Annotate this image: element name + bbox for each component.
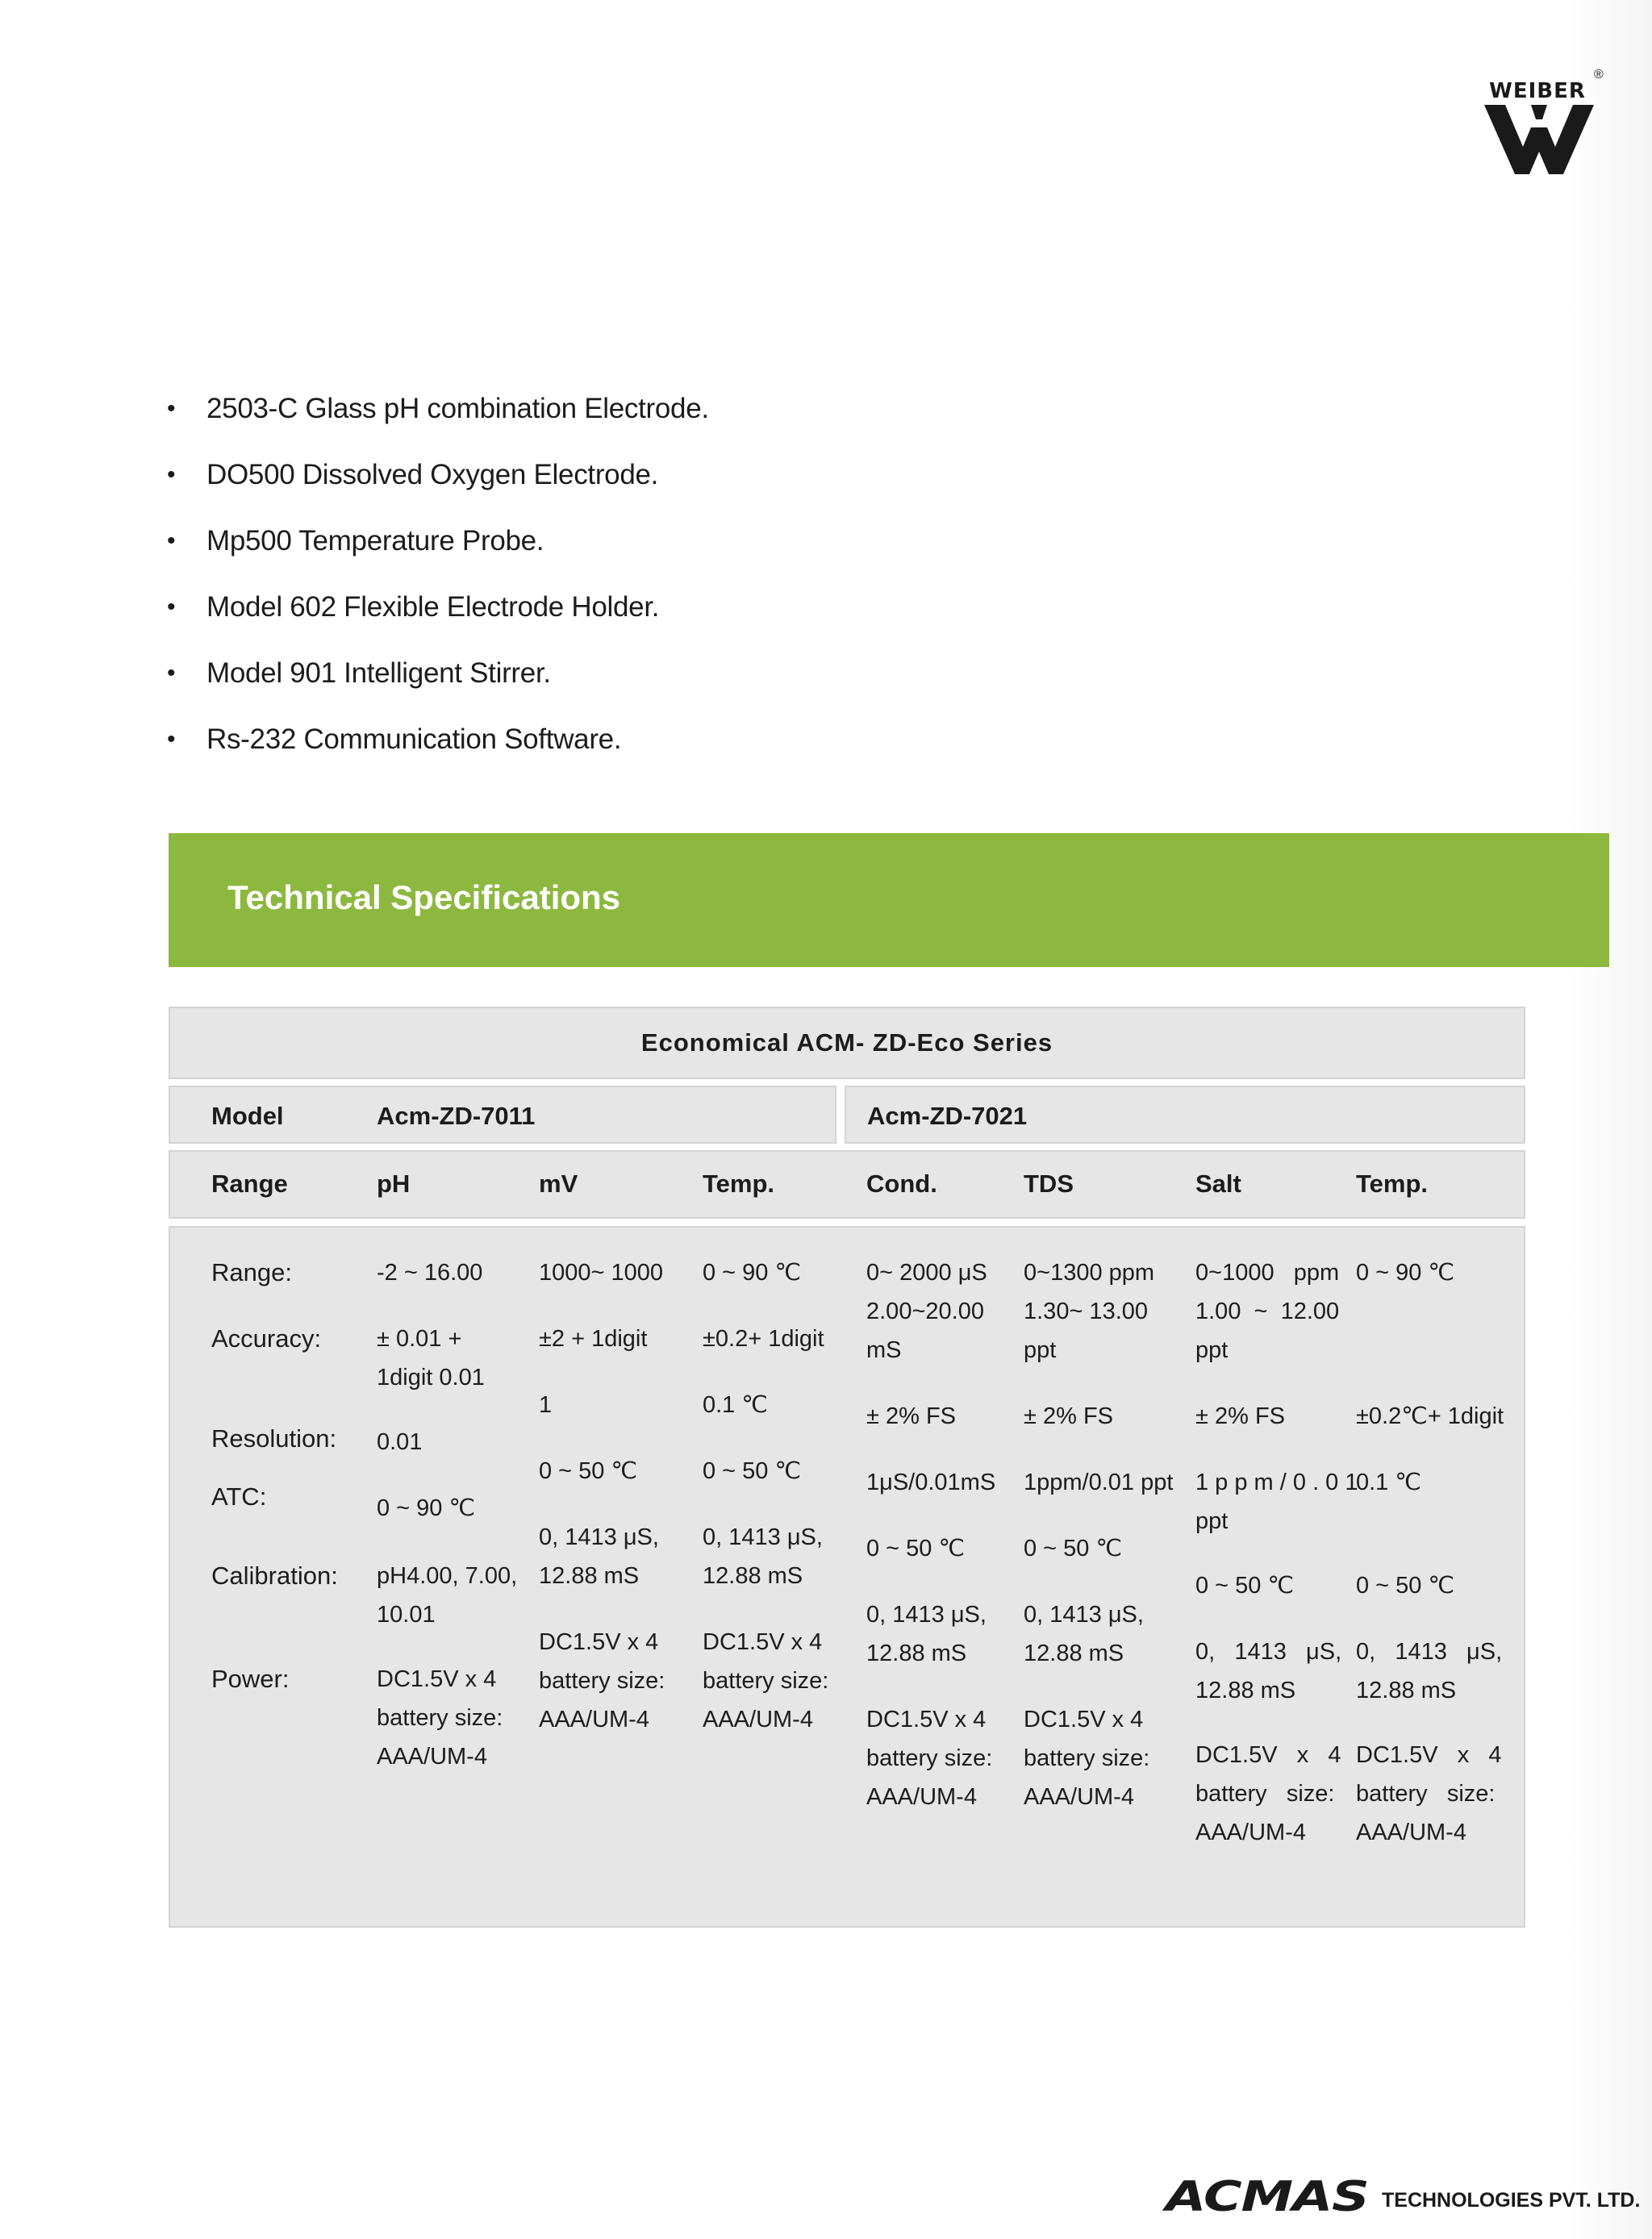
header-salt: Salt (1195, 1170, 1241, 1198)
temp-a-cell: AAA/UM-4 (703, 1707, 813, 1732)
temp-b-cell: AAA/UM-4 (1356, 1820, 1466, 1845)
temp-b-cell: 0 ~ 90 ℃ (1356, 1260, 1455, 1286)
salt-cell: 0 ~ 50 ℃ (1195, 1573, 1295, 1599)
temp-a-cell: 0 ~ 90 ℃ (703, 1260, 802, 1286)
accessory-text: Mp500 Temperature Probe. (206, 525, 544, 557)
mv-cell: 1 (539, 1392, 553, 1418)
logo-wordmark: WEIBER (1489, 79, 1586, 103)
weiber-logo (1481, 66, 1602, 179)
cond-cell: DC1.5V x 4 (866, 1707, 987, 1732)
temp-a-cell: 0, 1413 μS, (703, 1524, 823, 1550)
accessory-text: 2503-C Glass pH combination Electrode. (206, 393, 709, 424)
series-title: Economical ACM- ZD-Eco Series (640, 1028, 1053, 1057)
accessory-text: Model 602 Flexible Electrode Holder. (206, 591, 660, 623)
temp-a-cell: battery size: (703, 1668, 829, 1694)
ph-cell: 0 ~ 90 ℃ (377, 1495, 476, 1521)
temp-b-cell: battery size: (1356, 1781, 1496, 1807)
cond-cell: 0 ~ 50 ℃ (866, 1536, 966, 1561)
bullet-icon: • (167, 395, 176, 422)
header-temp-b: Temp. (1356, 1170, 1428, 1198)
temp-b-cell: 0, 1413 μS, (1356, 1639, 1503, 1665)
bullet-icon: • (167, 660, 176, 686)
ph-cell: DC1.5V x 4 (377, 1666, 497, 1692)
tds-cell: 1.30~ 13.00 (1024, 1299, 1149, 1324)
range-header-row (169, 1150, 1525, 1219)
cond-cell: AAA/UM-4 (866, 1784, 977, 1810)
temp-a-cell: 12.88 mS (703, 1563, 803, 1589)
salt-cell: ppt (1195, 1337, 1229, 1363)
header-ph: pH (377, 1170, 411, 1198)
header-tds: TDS (1024, 1170, 1074, 1198)
model-b-name: Acm-ZD-7021 (867, 1102, 1028, 1130)
cond-cell: ± 2% FS (866, 1403, 957, 1429)
salt-cell: DC1.5V x 4 (1195, 1742, 1341, 1768)
tds-cell: 0 ~ 50 ℃ (1024, 1536, 1123, 1561)
mv-cell: 1000~ 1000 (539, 1260, 664, 1286)
ph-cell: -2 ~ 16.00 (377, 1260, 483, 1286)
tds-cell: DC1.5V x 4 (1024, 1707, 1144, 1732)
accessory-item (167, 521, 709, 587)
accessory-text: Rs-232 Communication Software. (206, 723, 622, 755)
salt-cell: 0, 1413 μS, (1195, 1639, 1342, 1665)
salt-cell: 1.00 ~ 12.00 (1195, 1299, 1340, 1324)
acmas-wordmark: ACMAS (1166, 2173, 1369, 2221)
temp-a-cell: 0 ~ 50 ℃ (703, 1458, 802, 1484)
row-label-atc: ATC: (211, 1482, 267, 1511)
model-row-left (169, 1086, 836, 1144)
salt-cell: 1 p p m / 0 . 0 1 (1195, 1470, 1358, 1495)
model-a-name: Acm-ZD-7011 (377, 1102, 536, 1130)
mv-cell: ±2 + 1digit (539, 1326, 648, 1352)
ph-cell: ± 0.01 + (377, 1326, 462, 1352)
salt-cell: ppt (1195, 1508, 1229, 1534)
bullet-icon: • (167, 461, 176, 488)
cond-cell: 0~ 2000 μS (866, 1260, 987, 1286)
spec-values-block (169, 1226, 1525, 1928)
header-temp-a: Temp. (703, 1170, 774, 1198)
page-edge-shade (1567, 0, 1652, 2239)
cond-cell: 12.88 mS (866, 1641, 967, 1666)
tds-cell: 0, 1413 μS, (1024, 1602, 1144, 1628)
model-label: Model (211, 1102, 284, 1130)
ph-cell: AAA/UM-4 (377, 1744, 487, 1770)
series-title-row (169, 1007, 1525, 1079)
header-cond: Cond. (866, 1170, 937, 1198)
bullet-icon: • (167, 594, 176, 620)
salt-cell: ± 2% FS (1195, 1403, 1286, 1429)
temp-b-cell: 12.88 mS (1356, 1678, 1457, 1703)
accessory-item (167, 587, 709, 653)
row-label-power: Power: (211, 1665, 290, 1693)
tds-cell: 0~1300 ppm (1024, 1260, 1155, 1286)
cond-cell: battery size: (866, 1745, 993, 1771)
temp-a-cell: 0.1 ℃ (703, 1392, 768, 1418)
accessory-item (167, 653, 709, 719)
row-label-accuracy: Accuracy: (211, 1324, 322, 1353)
tds-cell: AAA/UM-4 (1024, 1784, 1134, 1810)
ph-cell: pH4.00, 7.00, (377, 1563, 518, 1589)
tds-cell: ppt (1024, 1337, 1057, 1363)
header-mv: mV (539, 1170, 578, 1198)
mv-cell: 12.88 mS (539, 1563, 640, 1589)
row-label-range: Range: (211, 1258, 292, 1286)
salt-cell: 0~1000 ppm (1195, 1260, 1340, 1286)
accessory-item (167, 389, 709, 455)
range-label: Range (211, 1170, 288, 1198)
tds-cell: 1ppm/0.01 ppt (1024, 1470, 1174, 1495)
tds-cell: ± 2% FS (1024, 1403, 1114, 1429)
bullet-icon: • (167, 527, 176, 554)
acmas-logo (1166, 2173, 1641, 2221)
mv-cell: battery size: (539, 1668, 665, 1694)
registered-mark: ® (1594, 68, 1604, 81)
model-row-right (845, 1086, 1525, 1144)
accessory-item (167, 719, 709, 786)
ph-cell: 10.01 (377, 1602, 436, 1628)
accessory-text: Model 901 Intelligent Stirrer. (206, 657, 551, 689)
mv-cell: 0, 1413 μS, (539, 1524, 659, 1550)
w-emblem-icon (1484, 105, 1594, 174)
accessory-text: DO500 Dissolved Oxygen Electrode. (206, 459, 659, 490)
temp-a-cell: DC1.5V x 4 (703, 1629, 823, 1655)
ph-cell: 0.01 (377, 1429, 423, 1455)
row-label-calibration: Calibration: (211, 1561, 338, 1590)
section-title: Technical Specifications (227, 878, 621, 916)
mv-cell: 0 ~ 50 ℃ (539, 1458, 638, 1484)
temp-b-cell: 0.1 ℃ (1356, 1470, 1421, 1495)
temp-a-cell: ±0.2+ 1digit (703, 1326, 824, 1352)
temp-b-cell: DC1.5V x 4 (1356, 1742, 1502, 1768)
cond-cell: 0, 1413 μS, (866, 1602, 987, 1628)
ph-cell: battery size: (377, 1705, 503, 1731)
temp-b-cell: ±0.2℃+ 1digit (1356, 1403, 1504, 1429)
cond-cell: mS (866, 1337, 902, 1363)
tds-cell: 12.88 mS (1024, 1641, 1124, 1666)
acmas-company: TECHNOLOGIES PVT. LTD. (1382, 2189, 1641, 2212)
technical-specifications-banner (169, 833, 1609, 967)
salt-cell: AAA/UM-4 (1195, 1820, 1306, 1845)
row-label-resolution: Resolution: (211, 1424, 337, 1453)
mv-cell: AAA/UM-4 (539, 1707, 649, 1732)
salt-cell: 12.88 mS (1195, 1678, 1296, 1703)
accessory-list (167, 389, 709, 786)
cond-cell: 1μS/0.01mS (866, 1470, 996, 1495)
bullet-icon: • (167, 726, 176, 753)
mv-cell: DC1.5V x 4 (539, 1629, 659, 1655)
accessory-item (167, 455, 709, 521)
salt-cell: battery size: (1195, 1781, 1335, 1807)
tds-cell: battery size: (1024, 1745, 1150, 1771)
temp-b-cell: 0 ~ 50 ℃ (1356, 1573, 1455, 1599)
cond-cell: 2.00~20.00 (866, 1299, 984, 1324)
ph-cell: 1digit 0.01 (377, 1365, 485, 1391)
